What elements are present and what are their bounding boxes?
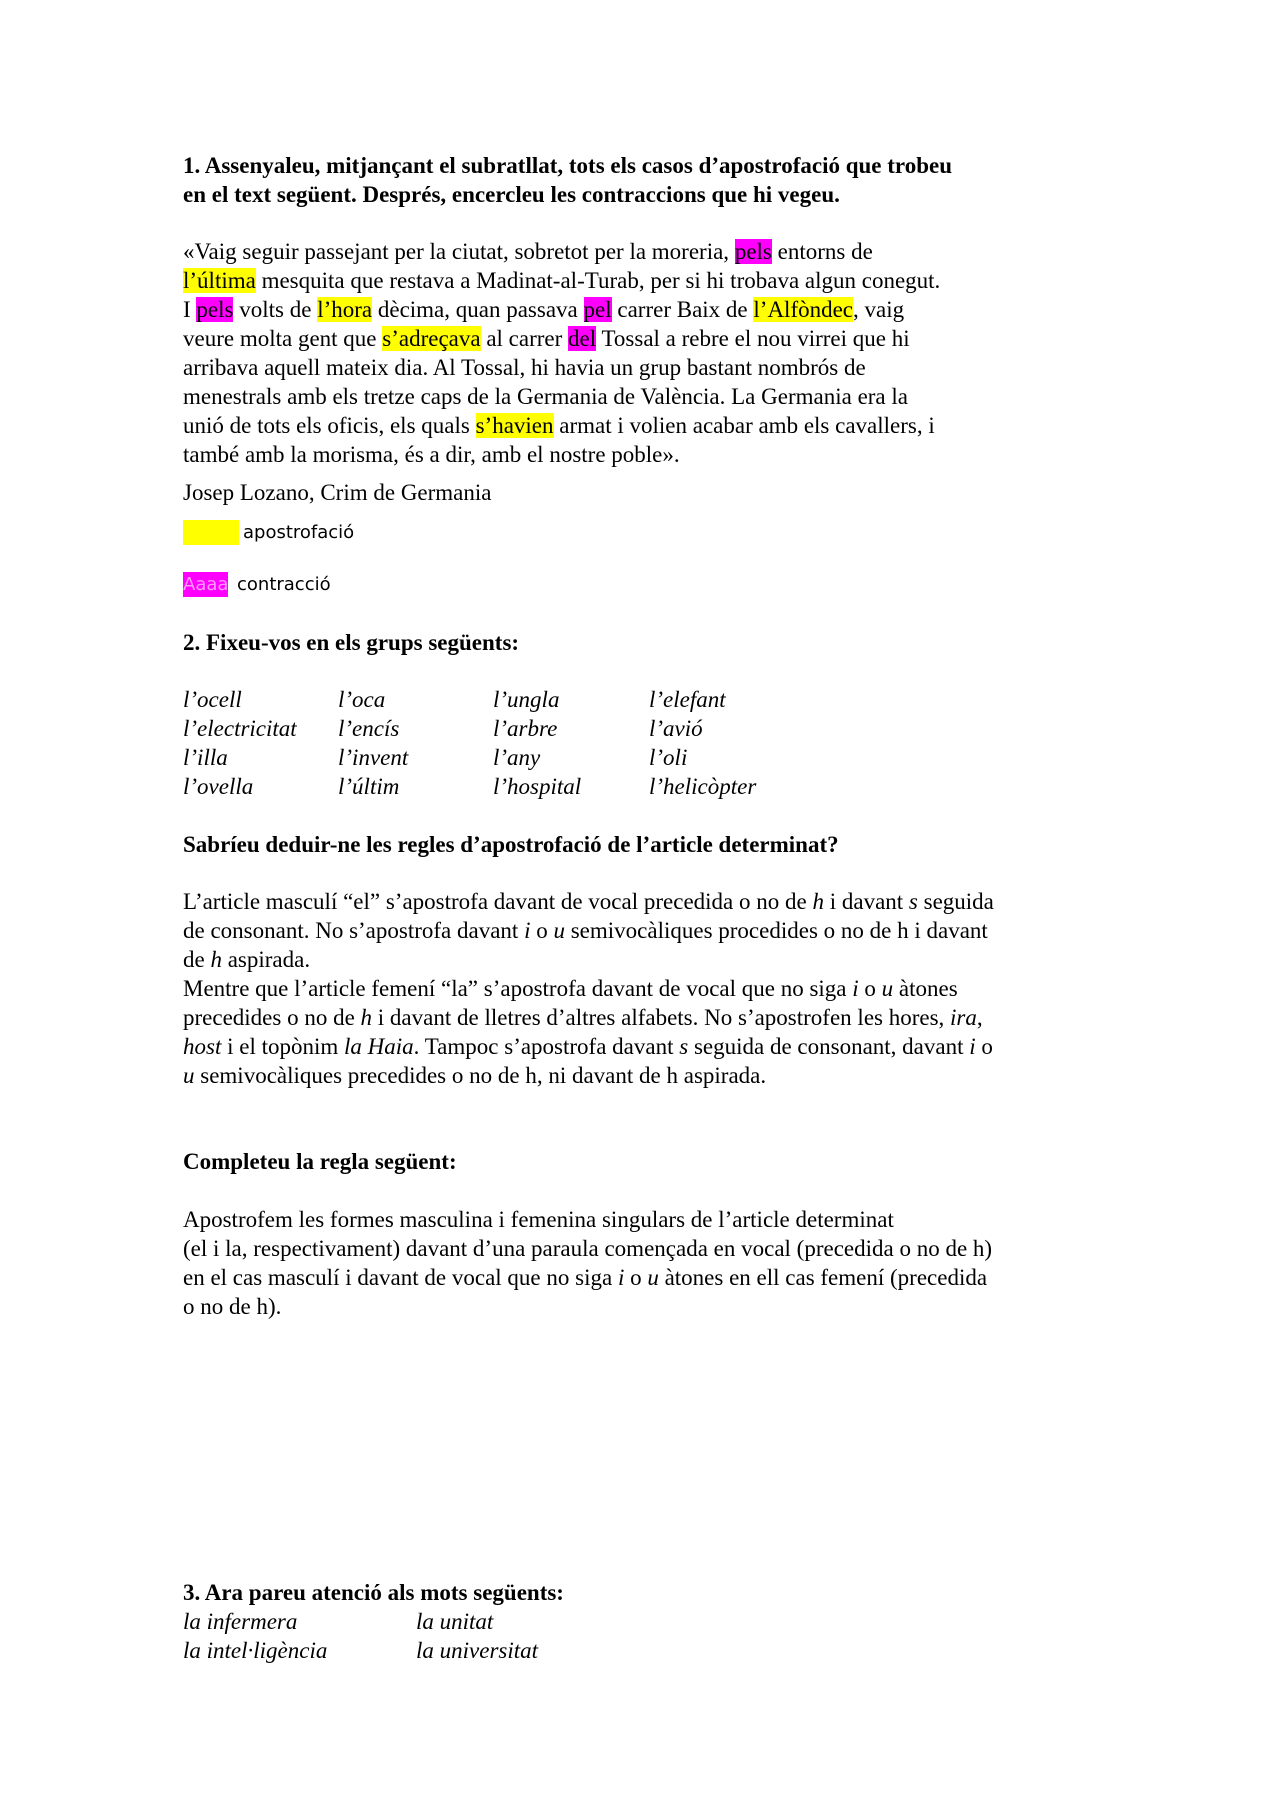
exercise-2-heading: 2. Fixeu-vos en els grups següents: [183, 630, 520, 655]
rule-line-2: (el i la, respectivament) davant d’una paraula començada en vocal (precedida o no de h) [183, 1236, 993, 1261]
exercise-1-heading-line-2: en el text següent. Després, encercleu les contraccions que hi vegeu. [183, 182, 840, 207]
rule-line-1: Apostrofem les formes masculina i femenina singulars de l’article determinat [183, 1207, 894, 1232]
word-cell: l’hospital [493, 774, 582, 799]
word-cell: la infermera [183, 1609, 298, 1634]
answer-line-3: de h aspirada. [183, 947, 311, 972]
word-cell: l’invent [338, 745, 409, 770]
answer-line-1: L’article masculí “el” s’apostrofa davant de vocal precedida o no de h i davant s seguida [183, 889, 994, 914]
word-cell: l’arbre [493, 716, 558, 741]
source-citation: Josep Lozano, Crim de Germania [183, 480, 492, 505]
word-cell: la intel·ligència [183, 1638, 328, 1663]
apostrophe-highlight: l’Alfòndec [753, 297, 854, 322]
paragraph-line-4: veure molta gent que s’adreçava al carrer del Tossal a rebre el nou virrei que hi [183, 326, 910, 351]
answer-line-6: host i el topònim la Haia. Tampoc s’apostrofa davant s seguida de consonant, davant i o [183, 1034, 993, 1059]
word-cell: l’avió [649, 716, 703, 741]
contraction-highlight: pels [196, 297, 234, 322]
contraction-highlight: pels [734, 239, 772, 264]
apostrophe-highlight: s’havien [475, 413, 554, 438]
paragraph-line-1: «Vaig seguir passejant per la ciutat, sobretot per la moreria, pels entorns de [183, 239, 873, 264]
apostrofacio-legend-label: apostrofació [243, 522, 355, 543]
word-cell: l’illa [183, 745, 228, 770]
word-cell: l’oca [338, 687, 386, 712]
word-cell: l’elefant [649, 687, 726, 712]
apostrophe-highlight: s’adreçava [382, 326, 481, 351]
paragraph-line-2: l’última mesquita que restava a Madinat-al-Turab, per si hi trobava algun conegut. [183, 268, 941, 293]
word-cell: l’encís [338, 716, 400, 741]
contraction-highlight: del [568, 326, 597, 351]
rule-line-3: en el cas masculí i davant de vocal que no siga i o u àtones en ell cas femení (precedida [183, 1265, 988, 1290]
word-cell: l’electricitat [183, 716, 297, 741]
paragraph-line-7: unió de tots els oficis, els quals s’havien armat i volien acabar amb els cavallers, i [183, 413, 935, 438]
contraccio-legend-label: contracció [237, 574, 331, 595]
paragraph-line-5: arribava aquell mateix dia. Al Tossal, hi havia un grup bastant nombrós de [183, 355, 866, 380]
word-cell: l’últim [338, 774, 400, 799]
exercise-3-heading: 3. Ara pareu atenció als mots següents: [183, 1580, 564, 1605]
answer-line-2: de consonant. No s’apostrofa davant i o u semivocàliques procedides o no de h i davant [183, 918, 988, 943]
rule-line-4: o no de h). [183, 1294, 282, 1319]
paragraph-line-3: I pels volts de l’hora dècima, quan passava pel carrer Baix de l’Alfòndec, vaig [183, 297, 905, 322]
paragraph-line-6: menestrals amb els tretze caps de la Germania de València. La Germania era la [183, 384, 908, 409]
word-cell: la unitat [416, 1609, 494, 1634]
exercise-1-heading-line-1: 1. Assenyaleu, mitjançant el subratllat, tots els casos d’apostrofació que trobeu [183, 153, 953, 178]
answer-line-4: Mentre que l’article femení “la” s’apostrofa davant de vocal que no siga i o u àtones [183, 976, 958, 1001]
word-cell: l’ungla [493, 687, 560, 712]
apostrophe-highlight: l’última [183, 268, 256, 293]
word-cell: l’ovella [183, 774, 254, 799]
answer-line-7: u semivocàliques precedides o no de h, ni davant de h aspirada. [183, 1063, 767, 1088]
apostrophe-highlight: l’hora [317, 297, 373, 322]
word-cell: l’ocell [183, 687, 242, 712]
word-cell: l’oli [649, 745, 688, 770]
word-cell: la universitat [416, 1638, 539, 1663]
contraction-highlight: pel [583, 297, 612, 322]
paragraph-line-8: també amb la morisma, és a dir, amb el nostre poble». [183, 442, 680, 467]
word-cell: l’any [493, 745, 541, 770]
apostrofacio-legend-swatch [183, 520, 239, 545]
answer-line-5: precedides o no de h i davant de lletres d’altres alfabets. No s’apostrofen les hores, ira, [183, 1005, 983, 1030]
contraccio-legend-swatch: Aaaa [183, 574, 229, 595]
word-cell: l’helicòpter [649, 774, 757, 799]
complete-rule-heading: Completeu la regla següent: [183, 1149, 457, 1174]
rules-question: Sabríeu deduir-ne les regles d’apostrofació de l’article determinat? [183, 832, 839, 857]
